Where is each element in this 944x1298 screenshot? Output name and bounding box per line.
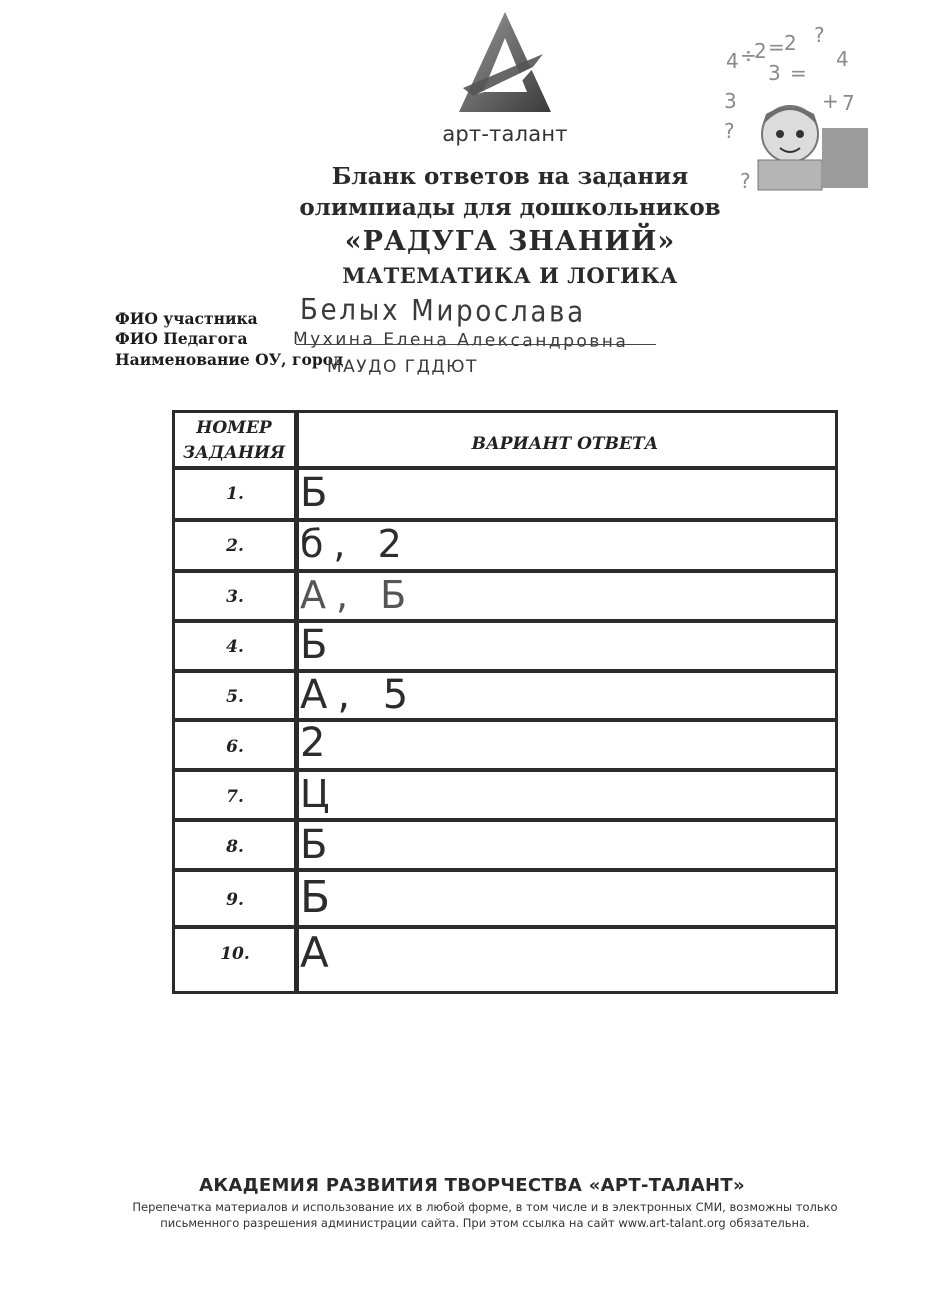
- footer-copyright-line2: письменного разрешения администрации сайта. При этом ссылка на сайт www.art-talant.org обязательна.: [160, 1216, 810, 1230]
- svg-text:=: =: [768, 35, 785, 59]
- teacher-name-handwritten[interactable]: Мухина Елена Александровна: [292, 329, 629, 352]
- table-column-divider: [294, 410, 299, 994]
- task-number: 8.: [226, 837, 244, 857]
- svg-text:=: =: [790, 61, 807, 85]
- answer-cell[interactable]: А: [300, 928, 335, 977]
- svg-text:7: 7: [842, 91, 855, 115]
- subject-title: МАТЕМАТИКА И ЛОГИКА: [342, 263, 678, 288]
- svg-text:÷: ÷: [740, 43, 757, 67]
- answer-cell[interactable]: Ц: [300, 772, 336, 816]
- svg-text:4: 4: [836, 47, 849, 71]
- school-label: Наименование ОУ, город: [115, 350, 344, 369]
- answer-cell[interactable]: Б: [300, 822, 334, 868]
- teacher-line-underline: [296, 344, 656, 345]
- task-number: 9.: [226, 890, 244, 910]
- school-name-handwritten[interactable]: МАУДО ГДДЮТ: [327, 357, 478, 377]
- task-number: 1.: [226, 484, 244, 504]
- task-number: 4.: [226, 637, 244, 657]
- svg-text:+: +: [822, 89, 839, 113]
- form-title-line1: Бланк ответов на задания: [331, 163, 689, 190]
- svg-text:4: 4: [726, 49, 739, 73]
- row-divider: [174, 768, 838, 772]
- answer-cell[interactable]: 2: [300, 720, 332, 766]
- answer-cell[interactable]: Б: [300, 872, 337, 923]
- row-divider: [174, 818, 838, 822]
- answer-cell[interactable]: Б: [300, 622, 334, 668]
- row-divider: [174, 569, 838, 573]
- logo-caption: арт-талант: [442, 122, 568, 146]
- row-divider: [174, 669, 838, 673]
- participant-label: ФИО участника: [115, 309, 258, 328]
- svg-text:3: 3: [768, 61, 781, 85]
- col-number-header: НОМЕР ЗАДАНИЯ: [182, 418, 286, 463]
- col-answer-header: ВАРИАНТ ОТВЕТА: [471, 434, 659, 454]
- art-talant-logo-icon: [455, 8, 555, 118]
- task-number: 5.: [226, 687, 244, 707]
- answer-cell[interactable]: А, 5: [300, 672, 419, 718]
- teacher-label: ФИО Педагога: [115, 329, 248, 348]
- task-number: 3.: [226, 587, 244, 607]
- task-number: 10.: [220, 944, 250, 964]
- form-title-line2: олимпиады для дошкольников: [299, 194, 721, 221]
- svg-text:?: ?: [724, 119, 735, 143]
- answer-cell[interactable]: Б: [300, 470, 334, 516]
- svg-text:?: ?: [740, 169, 751, 193]
- row-divider: [174, 868, 838, 872]
- row-divider: [174, 925, 838, 929]
- task-number: 6.: [226, 737, 244, 757]
- task-number: 7.: [226, 787, 244, 807]
- footer-copyright-line1: Перепечатка материалов и использование их в любой форме, в том числе и в электронных СМИ, возможны только: [132, 1200, 838, 1214]
- row-divider: [174, 518, 838, 522]
- svg-text:2: 2: [754, 39, 767, 63]
- answer-cell[interactable]: А, Б: [300, 573, 417, 617]
- participant-name-handwritten[interactable]: Белых Мирослава: [299, 292, 587, 329]
- svg-text:2: 2: [784, 31, 797, 55]
- footer-academy-title: АКАДЕМИЯ РАЗВИТИЯ ТВОРЧЕСТВА «АРТ-ТАЛАНТ»: [199, 1175, 745, 1196]
- answer-cell[interactable]: б, 2: [300, 522, 412, 566]
- svg-text:3: 3: [724, 89, 737, 113]
- table-header-divider: [174, 466, 838, 470]
- row-divider: [174, 718, 838, 722]
- row-divider: [174, 619, 838, 623]
- svg-text:?: ?: [814, 23, 825, 47]
- task-number: 2.: [226, 536, 244, 556]
- olympiad-name: «РАДУГА ЗНАНИЙ»: [344, 226, 676, 257]
